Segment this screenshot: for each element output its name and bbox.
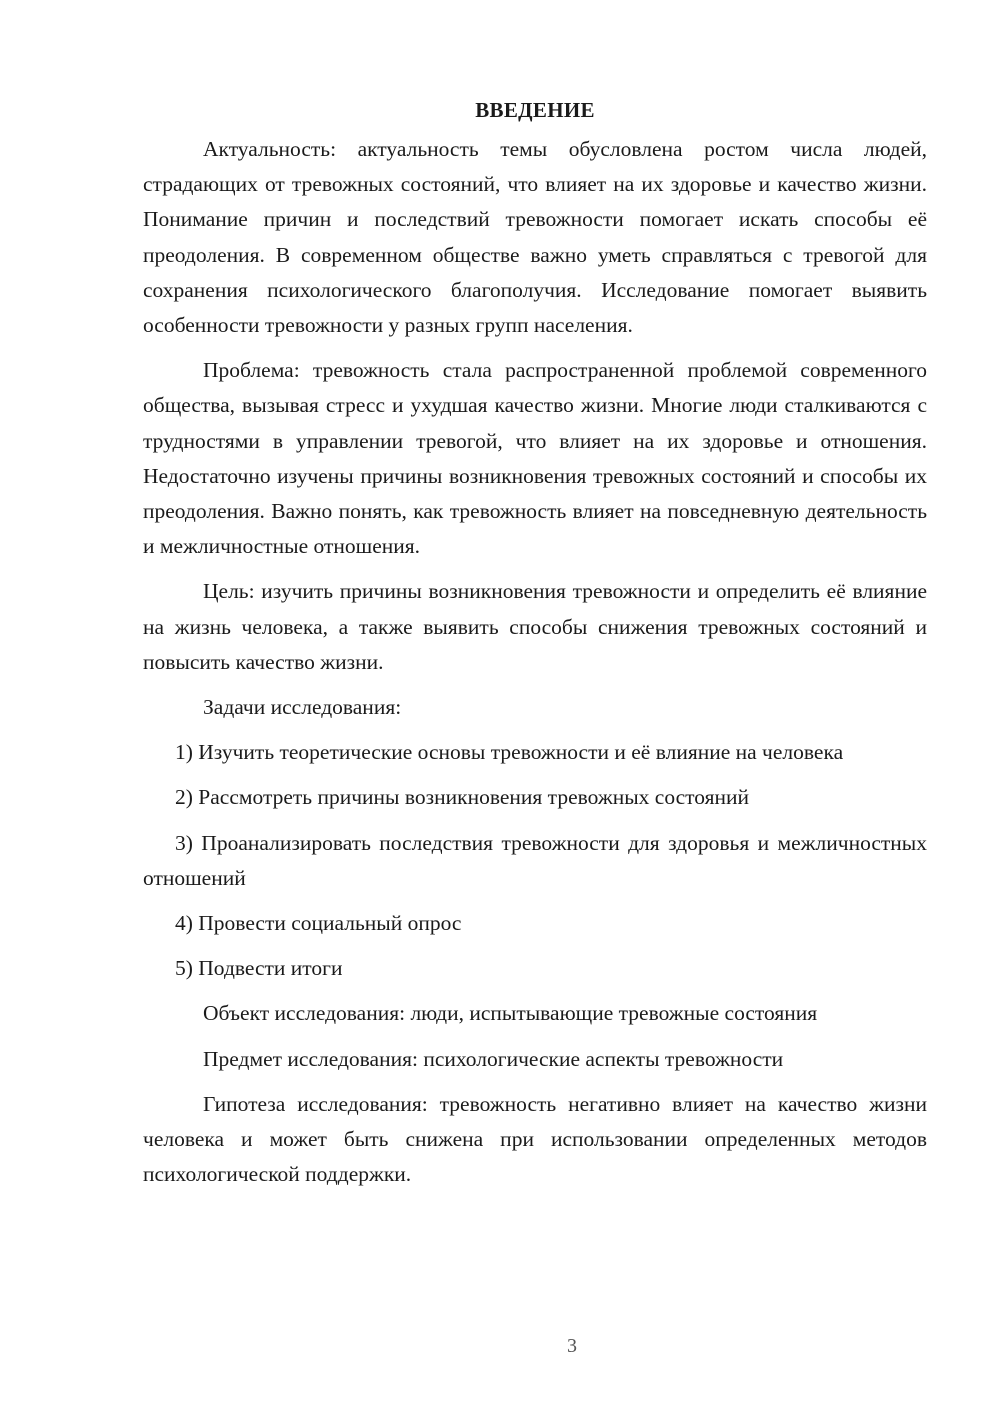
paragraph-object: Объект исследования: люди, испытывающие тревожные состояния	[203, 1001, 818, 1026]
paragraph-hypothesis: Гипотеза исследования: тревожность негативно влияет на качество жизни человека и может быть снижена при использовании определенных методов психологической поддержки.	[143, 1091, 927, 1187]
task-item-5: 5) Подвести итоги	[175, 956, 343, 981]
paragraph-problem: Проблема: тревожность стала распространенной проблемой современного общества, вызывая стресс и ухудшая качество жизни. Многие люди сталкиваются с трудностями в управлении тревогой, что влияет на их здоровье и отношения. Недостаточно изучены причины возникновения тревожных состояний и способы их преодоления. Важно понять, как тревожность влияет на повседневную деятельность и межличностные отношения.	[143, 358, 927, 559]
section-title: ВВЕДЕНИЕ	[475, 98, 595, 122]
task-item-2: 2) Рассмотреть причины возникновения тревожных состояний	[175, 785, 750, 810]
tasks-heading: Задачи исследования:	[203, 695, 402, 720]
task-item-3: 3) Проанализировать последствия тревожности для здоровья и межличностных отношений	[143, 830, 927, 890]
paragraph-goal: Цель: изучить причины возникновения тревожности и определить её влияние на жизнь человека, а также выявить способы снижения тревожных состояний и повысить качество жизни.	[143, 579, 927, 674]
paragraph-relevance: Актуальность: актуальность темы обусловлена ростом числа людей, страдающих от тревожных состояний, что влияет на их здоровье и качество жизни. Понимание причин и последствий тревожности помогает искать способы её преодоления. В современном обществе важно уметь справляться с тревогой для сохранения психологического благополучия. Исследование помогает выявить особенности тревожности у разных групп населения.	[143, 137, 927, 338]
task-item-1: 1) Изучить теоретические основы тревожности и её влияние на человека	[175, 740, 844, 765]
paragraph-subject: Предмет исследования: психологические аспекты тревожности	[203, 1046, 784, 1071]
page-content	[143, 92, 927, 1202]
task-item-4: 4) Провести социальный опрос	[175, 911, 462, 936]
page-number: 3	[567, 1335, 577, 1357]
